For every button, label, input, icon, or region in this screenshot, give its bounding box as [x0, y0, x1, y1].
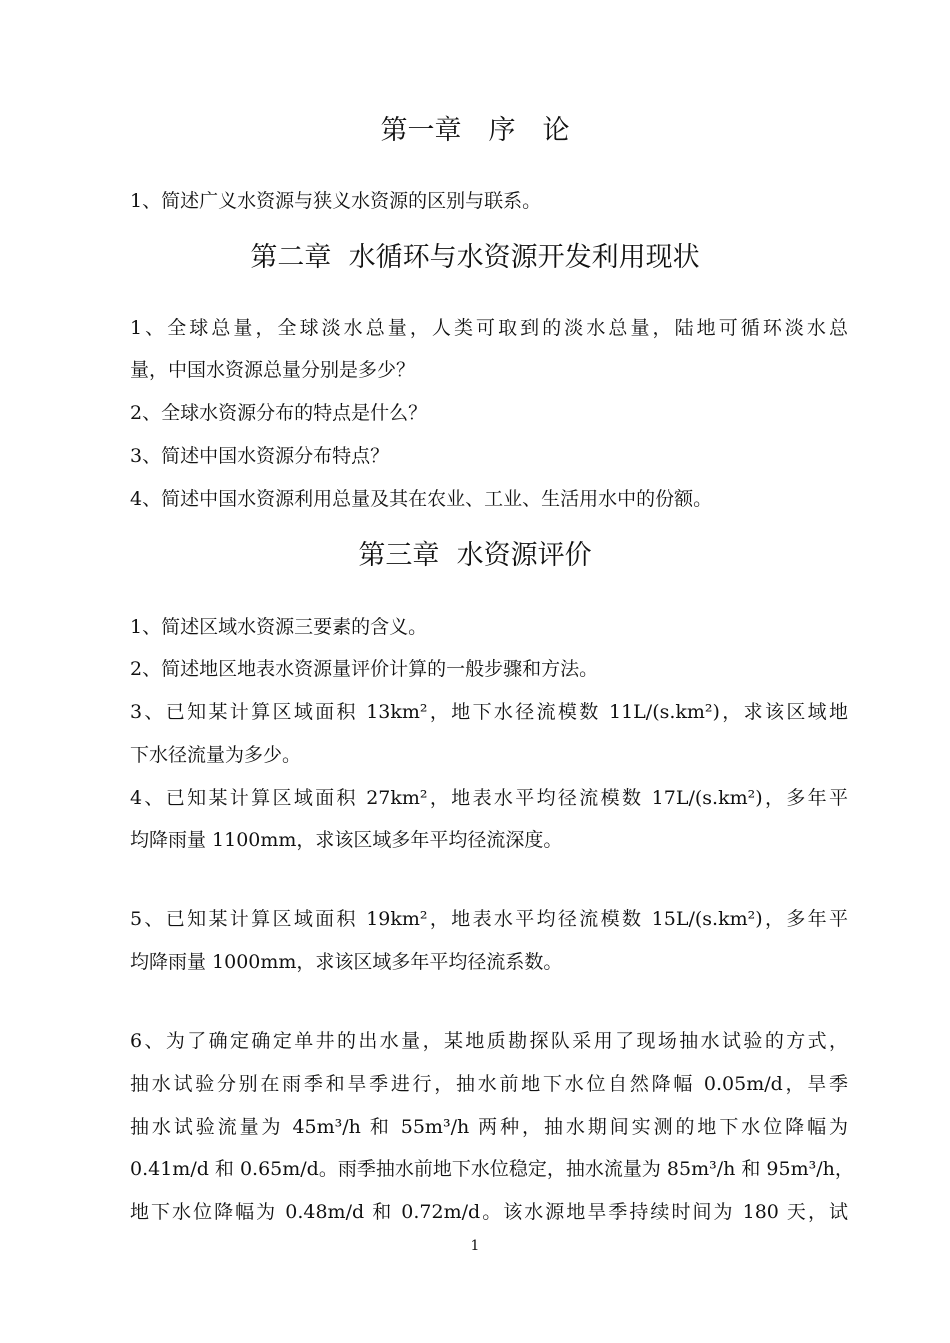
ch2-question-4: 4、简述中国水资源利用总量及其在农业、工业、生活用水中的份额。	[130, 488, 713, 510]
chapter-3-title: 第三章 水资源评价	[358, 540, 592, 571]
ch3-question-6-line-5: 地下水位降幅为 0.48m/d 和 0.72m/d。该水源地旱季持续时间为 180 天，试	[130, 1201, 848, 1223]
ch2-question-3: 3、简述中国水资源分布特点？	[130, 445, 390, 467]
ch3-question-1: 1、简述区域水资源三要素的含义。	[130, 616, 428, 638]
ch3-question-3-line-1: 3、已知某计算区域面积 13km²，地下水径流模数 11L/(s.km²)，求该区域地	[130, 701, 848, 723]
ch3-question-6-line-4: 0.41m/d 和 0.65m/d。雨季抽水前地下水位稳定，抽水流量为 85m³/h 和 95m³/h，	[130, 1158, 854, 1180]
chapter-1-title: 第一章 序 论	[380, 115, 570, 146]
page-number: 1	[470, 1238, 480, 1254]
ch3-question-4-line-2: 均降雨量 1100mm，求该区域多年平均径流深度。	[130, 829, 563, 851]
ch3-question-6-line-3: 抽水试验流量为 45m³/h 和 55m³/h 两种，抽水期间实测的地下水位降幅为	[130, 1116, 848, 1138]
chapter-2-title: 第二章 水循环与水资源开发利用现状	[250, 242, 700, 273]
ch2-question-1-line-2: 量，中国水资源总量分别是多少？	[130, 359, 416, 381]
ch3-question-4-line-1: 4、已知某计算区域面积 27km²，地表水平均径流模数 17L/(s.km²)，多年平	[130, 787, 848, 809]
ch2-question-1-line-1: 1、全球总量，全球淡水总量，人类可取到的淡水总量，陆地可循环淡水总	[130, 317, 848, 339]
ch3-question-6-line-1: 6、为了确定确定单井的出水量，某地质勘探队采用了现场抽水试验的方式，	[130, 1030, 848, 1052]
ch3-question-3-line-2: 下水径流量为多少。	[130, 744, 302, 766]
ch3-question-5-line-1: 5、已知某计算区域面积 19km²，地表水平均径流模数 15L/(s.km²)，多年平	[130, 908, 848, 930]
ch3-question-5-line-2: 均降雨量 1000mm，求该区域多年平均径流系数。	[130, 951, 563, 973]
ch2-question-2: 2、全球水资源分布的特点是什么？	[130, 402, 428, 424]
ch3-question-2: 2、简述地区地表水资源量评价计算的一般步骤和方法。	[130, 658, 599, 680]
ch1-question-1: 1、简述广义水资源与狭义水资源的区别与联系。	[130, 190, 542, 212]
ch3-question-6-line-2: 抽水试验分别在雨季和旱季进行，抽水前地下水位自然降幅 0.05m/d，旱季	[130, 1073, 848, 1095]
